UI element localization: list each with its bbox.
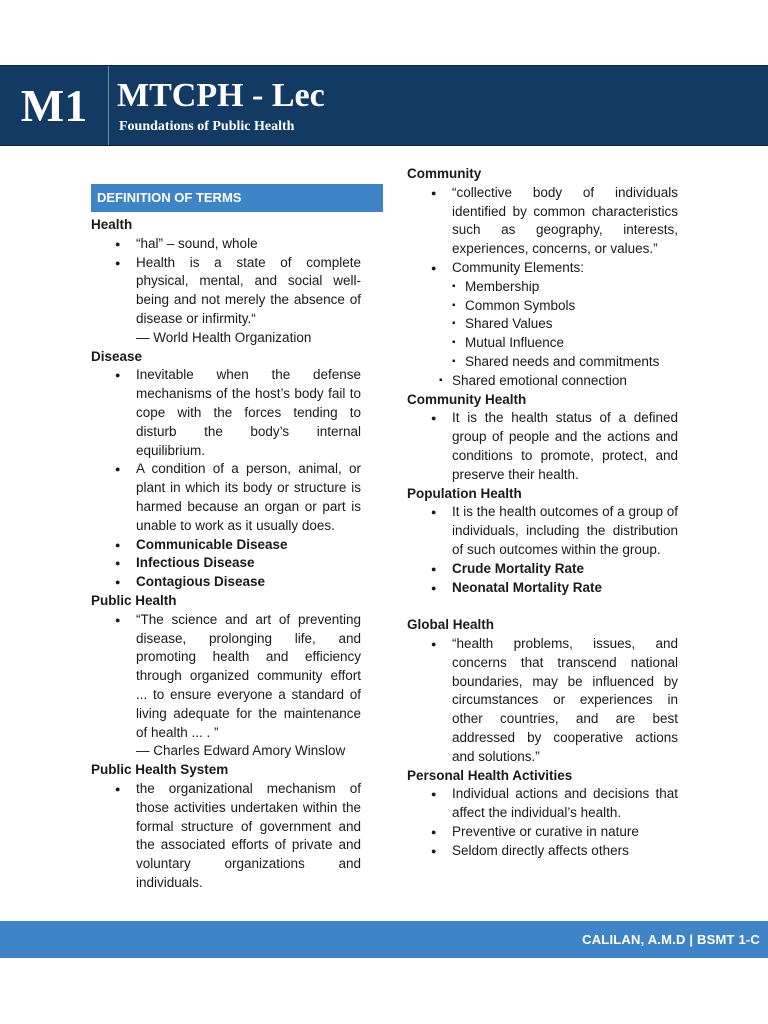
page-subtitle: Foundations of Public Health: [119, 119, 295, 134]
term-heading-global-health: Global Health: [407, 617, 495, 633]
spacer: [407, 597, 678, 616]
list-item: ● It is the health status of a defined group of people and the actions and conditions to promote, protect, and preserve their health.: [407, 409, 678, 484]
list-item: ● Preventive or curative in nature: [407, 823, 678, 842]
public-health-list: [91, 611, 361, 761]
header-banner: [0, 65, 768, 146]
population-health-list: [407, 503, 678, 597]
list-item: ▪ Shared Values: [452, 315, 678, 334]
public-health-system-list: [91, 780, 361, 893]
global-health-list: [407, 635, 678, 767]
list-item: ● Crude Mortality Rate: [407, 560, 678, 579]
list-item: ● Seldom directly affects others: [407, 842, 678, 861]
list-item: ▪ Mutual Influence: [452, 334, 678, 353]
list-item: ● It is the health outcomes of a group of individuals, including the distribution of such outcomes within the group.: [407, 503, 678, 559]
section-title: DEFINITION OF TERMS: [91, 184, 383, 212]
term-heading-public-health-system: Public Health System: [91, 762, 229, 778]
list-item: ● Infectious Disease: [91, 554, 361, 573]
list-item: ● Communicable Disease: [91, 536, 361, 555]
list-item: ● Community Elements: ▪ Membership ▪ Common Symbols ▪ Shared Values ▪ Mutual Influence ▪ Shared needs and commitments ▪ Shared emotional connection: [407, 259, 678, 391]
page-title: MTCPH - Lec: [117, 77, 325, 114]
term-heading-health: Health: [91, 217, 133, 232]
list-item: ● A condition of a person, animal, or plant in which its body or structure is harmed because an organ or part is unable to work as it usually does.: [91, 460, 361, 535]
term-heading-personal-health-activities: Personal Health Activities: [407, 767, 573, 783]
list-item: ● Neonatal Mortality Rate: [407, 579, 678, 598]
list-item: ● Contagious Disease: [91, 573, 361, 592]
term-heading-community-health: Community Health: [407, 391, 527, 407]
community-health-list: [407, 409, 678, 484]
module-code: M1: [0, 66, 109, 145]
health-list: [91, 235, 361, 348]
list-item: ● “hal” – sound, whole: [91, 235, 361, 254]
community-elements-list: [452, 278, 678, 391]
footer-bar: [0, 921, 768, 958]
disease-list: [91, 366, 361, 592]
list-item: ▪ Shared needs and commitments: [452, 353, 678, 372]
list-item: ● Individual actions and decisions that affect the individual’s health.: [407, 785, 678, 823]
term-heading-population-health: Population Health: [407, 485, 522, 501]
list-item: ● the organizational mechanism of those activities undertaken within the formal structure of government and the associated efforts of private and voluntary organizations and individuals.: [91, 780, 361, 893]
list-item: ● “The science and art of preventing disease, prolonging life, and promoting health and efficiency through organized community effort ... to ensure everyone a standard of living adequate for the maintenance of health ... . ” — Charles Edward Amory Winslow: [91, 611, 361, 761]
personal-health-activities-list: [407, 785, 678, 860]
list-item: ▪ Shared emotional connection: [439, 372, 678, 391]
term-heading-community: Community: [407, 166, 482, 181]
left-column: [91, 184, 361, 893]
term-heading-public-health: Public Health: [91, 592, 177, 608]
list-item: ▪ Common Symbols: [452, 297, 678, 316]
list-item: ● “collective body of individuals identified by common characteristics such as geography, interests, experiences, concerns, or values.”: [407, 184, 678, 259]
attribution: — Charles Edward Amory Winslow: [136, 743, 346, 759]
term-heading-disease: Disease: [91, 348, 143, 364]
list-item: ● Health is a state of complete physical, mental, and social well-being and not merely the absence of disease or infirmity.“ — World Health Organization: [91, 254, 361, 348]
list-item: ▪ Membership: [452, 278, 678, 297]
community-list: [407, 184, 678, 391]
attribution: — World Health Organization: [136, 329, 312, 345]
list-item: ● “health problems, issues, and concerns that transcend national boundaries, may be influenced by circumstances or experiences in other countries, and are best addressed by cooperative actions and solutions.”: [407, 635, 678, 767]
list-item: ● Inevitable when the defense mechanisms of the host’s body fail to cope with the forces tending to disturb the body’s internal equilibrium.: [91, 366, 361, 460]
right-column: [407, 165, 678, 860]
author-credit: CALILAN, A.M.D | BSMT 1-C: [582, 932, 760, 947]
